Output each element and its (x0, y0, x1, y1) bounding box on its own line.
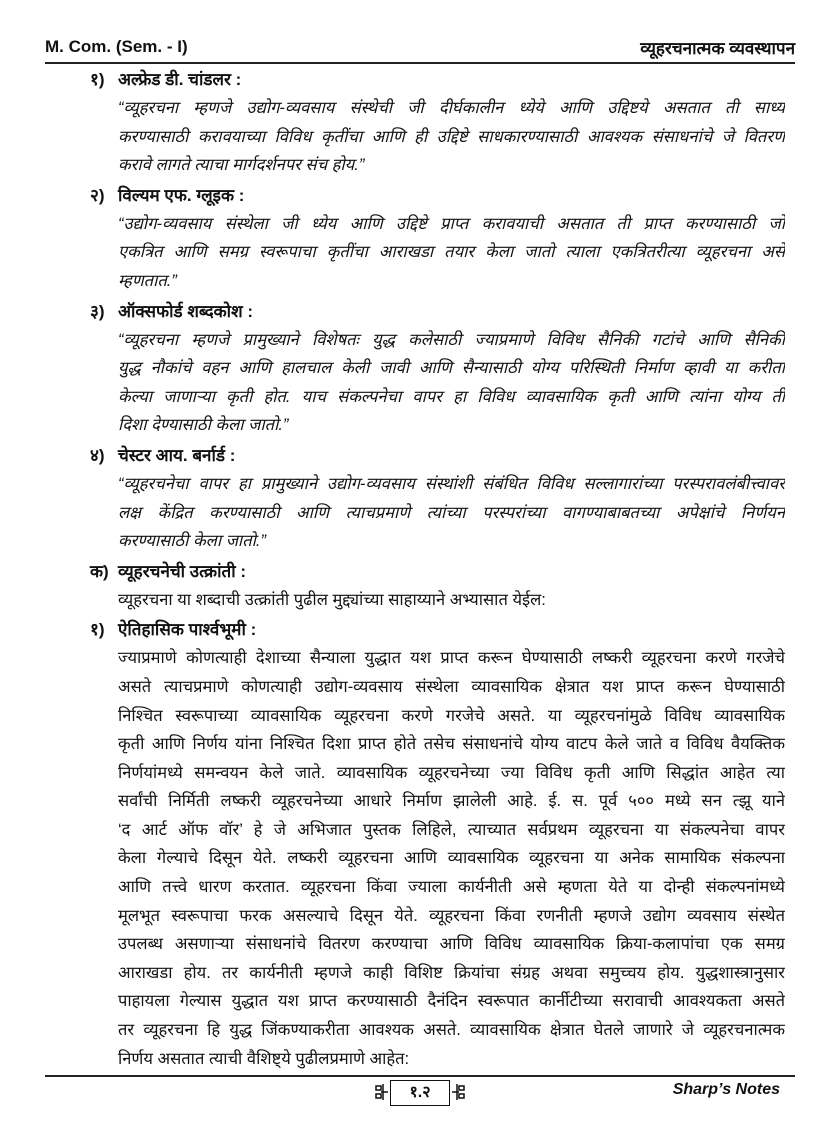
paragraph-line: असते त्याचप्रमाणे कोणत्याही उद्योग-व्यवसाय संस्थेला व्यावसायिक क्षेत्रात यश प्राप्त करून घेण्यासाठी (118, 677, 785, 696)
paragraph-line: ‘द आर्ट ऑफ वॉर’ हे जे अभिजात पुस्तक लिहिले, त्याच्यात सर्वप्रथम व्यूहरचना या संकल्पनेचा वापर (118, 820, 785, 839)
section-title: ऑक्सफोर्ड शब्दकोश : (118, 301, 254, 321)
course-label: M. Com. (Sem. - I) (45, 37, 188, 56)
page-body (90, 64, 785, 1075)
quote-line: करण्यासाठी केला जातो.” (118, 532, 266, 551)
quote-line: म्हणतात.” (118, 271, 177, 290)
section-heading (90, 66, 785, 94)
running-header (45, 34, 795, 60)
section-title: विल्यम एफ. ग्लूइक : (118, 185, 245, 205)
paragraph-line: ज्याप्रमाणे कोणत्याही देशाच्या सैन्याला युद्धात यश प्राप्त करून घेण्यासाठी लष्करी व्यूहरचना करणे गरजेचे (118, 649, 785, 668)
paragraph-line: केला गेल्याचे दिसून येते. लष्करी व्यूहरचना आणि व्यावसायिक व्यूहरचना या अनेक सामायिक संकल्पना (118, 849, 785, 868)
section-title: ऐतिहासिक पार्श्वभूमी : (118, 620, 257, 640)
paragraph-line: आणि तत्त्वे धारण करतात. व्यूहरचना किंवा ज्याला कार्यनीती असे म्हणता येते या दोन्ही संकल्पनांमध्ये (118, 878, 785, 897)
section-number: क) (90, 561, 109, 581)
paragraph-line: निर्णय असतात त्याची वैशिष्ट्ये पुढीलप्रमाणे आहेत: (118, 1049, 410, 1068)
section-title: चेस्टर आय. बर्नार्ड : (118, 445, 236, 465)
quote-line: दिशा देण्यासाठी केला जातो.” (118, 416, 289, 435)
text-section (90, 558, 785, 615)
section-number: २) (90, 185, 105, 205)
chapter-title: व्यूहरचनात्मक व्यवस्थापन (640, 38, 795, 58)
paragraph-line: आराखडा होय. तर कार्यनीती म्हणजे काही विशिष्ट क्रियांचा संग्रह अथवा समुच्चय होय. युद्धशास्त्रानुसार (118, 963, 785, 982)
text-section (90, 616, 785, 1073)
section-number: ४) (90, 445, 105, 465)
paragraph-line: मूलभूत स्वरूपाचा फरक असल्याचे दिसून येते. व्यूहरचना किंवा रणनीती म्हणजे उद्योग व्यवसाय संस्थेत (118, 906, 785, 925)
paragraph-line: तर व्यूहरचना हि युद्ध जिंकण्याकरीता आवश्यक असते. व्यावसायिक क्षेत्रात घेतले जाणारे जे व्यूहरचनात्मक (118, 1021, 785, 1040)
section-title: व्यूहरचनेची उत्क्रांती : (118, 561, 246, 581)
section-heading (90, 558, 785, 586)
section-number: ३) (90, 301, 105, 321)
quote-line: “व्यूहरचना म्हणजे प्रामुख्याने विशेषतः युद्ध कलेसाठी ज्याप्रमाणे विविध सैनिकी गटांचे आणि सैनिकी (118, 330, 785, 349)
paragraph-line: कृती आणि निर्णय यांना निश्चित दिशा प्राप्त होते तसेच संसाधनांचे योग्य वाटप केले जाते व विविध वैयक्तिक (118, 735, 785, 754)
quote-line: लक्ष केंद्रित करण्यासाठी आणि त्याचप्रमाणे त्यांच्या परस्परांच्या वागण्याबाबतच्या अपेक्षांचे निर्णयन (118, 503, 785, 522)
definition-section (90, 442, 785, 556)
quote-line: करावे लागते त्याचा मार्गदर्शनपर संच होय.” (118, 156, 365, 175)
page-number: १.२ (390, 1080, 450, 1106)
definition-section (90, 182, 785, 296)
section-title: अल्फ्रेड डी. चांडलर : (118, 70, 242, 89)
section-heading (90, 298, 785, 326)
paragraph-line: व्यूहरचना या शब्दाची उत्क्रांती पुढील मुद्द्यांच्या साहाय्याने अभ्यासात येईल: (118, 590, 546, 609)
publisher-brand: Sharp’s Notes (672, 1081, 780, 1098)
ornament-right-icon (452, 1084, 466, 1100)
quote-line: “उद्योग-व्यवसाय संस्थेला जी ध्येय आणि उद्दिष्टे प्राप्त करावयाची असतात ती प्राप्त करण्यासाठी जो (118, 214, 785, 233)
paragraph-line: निर्णयांमध्ये समन्वयन केले जाते. व्यावसायिक व्यूहरचनेच्या ज्या विविध कृती आणि सिद्धांत आहेत त्या (118, 763, 785, 782)
paragraph-line: सर्वांची निर्मिती लष्करी व्यूहरचनेच्या आधारे निर्माण झालेली आहे. ई. स. पूर्व ५०० मध्ये सन त्झू याने (118, 792, 785, 811)
quote-line: “व्यूहरचना म्हणजे उद्योग-व्यवसाय संस्थेची जी दीर्घकालीन ध्येये आणि उद्दिष्टये असतात ती साध्य (118, 99, 785, 117)
paragraph-line: उपलब्ध असणाऱ्या संसाधनांचे वितरण करण्याचा आणि विविध व्यावसायिक क्रिया-कलापांचा एक समग्र (118, 935, 785, 954)
paragraph-line: पाहायला गेल्यास युद्धात यश प्राप्त करण्यासाठी दैनंदिन स्वरूपात कार्नीटीच्या सरावाची आवश्यकता असते (118, 992, 785, 1011)
quote-line: “व्यूहरचनेचा वापर हा प्रामुख्याने उद्योग-व्यवसाय संस्थांशी संबंधित विविध सल्लागारांच्या परस्परावलंबीत्त्वावर (118, 474, 785, 493)
section-number: १) (90, 70, 105, 89)
section-number: १) (90, 620, 105, 640)
section-heading (90, 182, 785, 210)
section-heading (90, 442, 785, 470)
quote-line: केल्या जाणाऱ्या कृती होत. याच संकल्पनेचा वापर हा विविध व्यावसायिक कृती आणि त्यांना योग्य ती (118, 387, 785, 406)
section-heading (90, 616, 785, 644)
quote-line: करण्यासाठी करावयाच्या विविध कृतींचा आणि ही उद्दिष्टे साधकारण्यासाठी आवश्यक संसाधनांचे जे वितरण (118, 127, 785, 146)
page-number-badge (370, 1080, 470, 1106)
definition-section (90, 66, 785, 180)
paragraph-line: निश्चित स्वरूपाच्या व्यावसायिक व्यूहरचना करणे गरजेचे असते. या व्यूहरचनांमुळे विविध व्यावसायिक (118, 706, 785, 725)
quote-line: युद्ध नौकांचे वहन आणि हालचाल केली जावी आणि सैन्यासाठी योग्य परिस्थिती निर्माण व्हावी या करीता (118, 359, 785, 378)
definition-section (90, 298, 785, 440)
footer-divider (45, 1075, 795, 1077)
quote-line: एकत्रित आणि समग्र स्वरूपाचा कृतींचा आराखडा तयार केला जातो त्याला एकत्रितरीत्या व्यूहरचना असे (118, 243, 785, 262)
ornament-left-icon (374, 1084, 388, 1100)
